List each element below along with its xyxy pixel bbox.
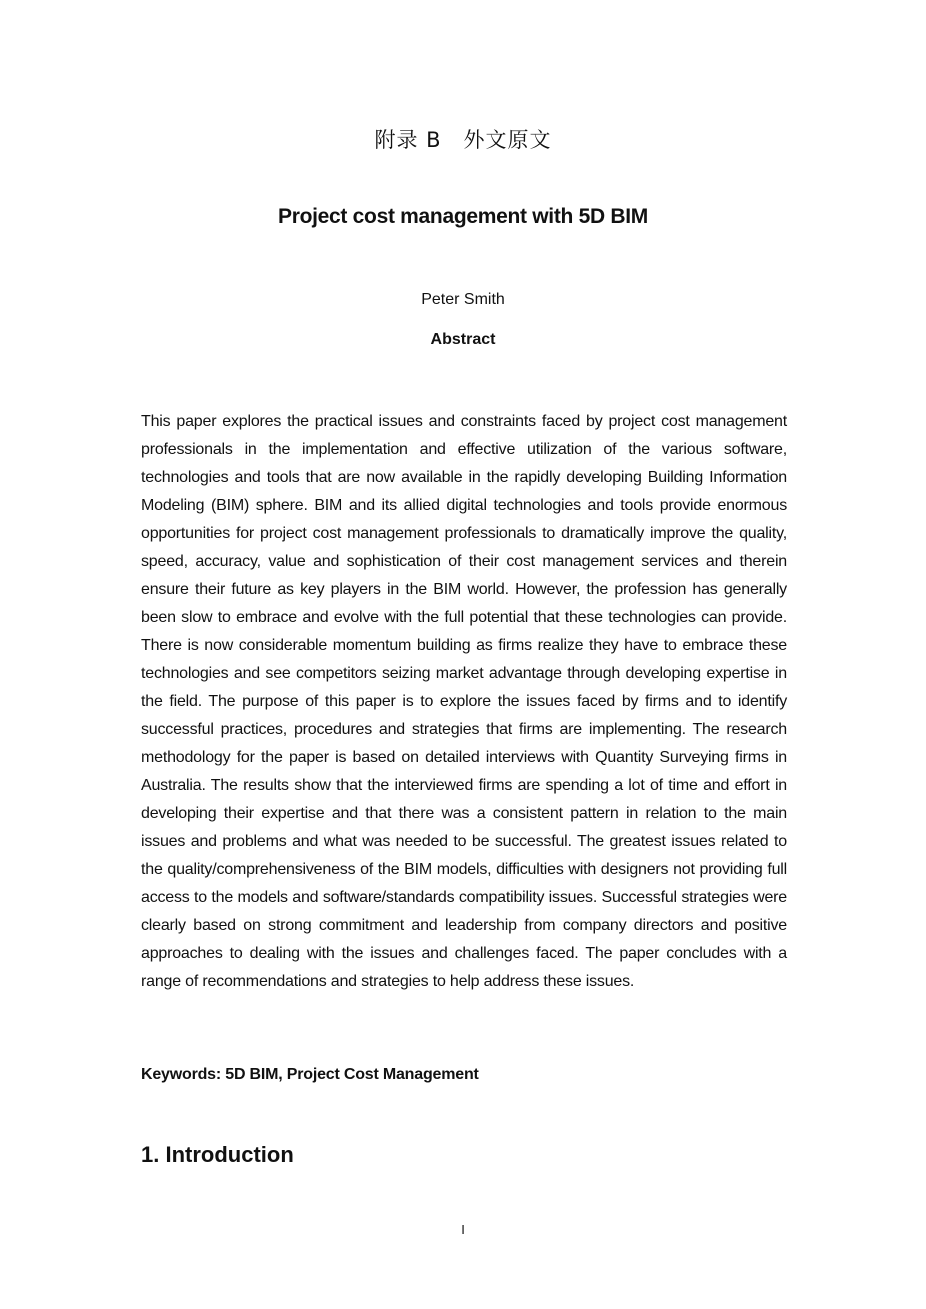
author-name: Peter Smith (421, 291, 505, 308)
appendix-heading: 附录 B 外文原文 (374, 128, 552, 152)
abstract-body: This paper explores the practical issues and constraints faced by project cost management professionals in the implementation and effective utilization of the various software, technologies and tools that are now available in the rapidly developing Building Information Modeling (BIM) sphere. BIM and its allied digital technologies and tools provide enormous opportunities for project cost management professionals to dramatically improve the quality, speed, accuracy, value and sophistication of their cost management services and therein ensure their future as key players in the BIM world. However, the profession has generally been slow to embrace and evolve with the full potential that these technologies can provide. There is now considerable momentum building as firms realize they have to embrace these technologies and see competitors seizing market advantage through developing expertise in the field. The purpose of this paper is to explore the issues faced by firms and to identify successful practices, procedures and strategies that firms are implementing. The research methodology for the paper is based on detailed interviews with Quantity Surveying firms in Australia. The results show that the interviewed firms are spending a lot of time and effort in developing their expertise and that there was a consistent pattern in relation to the main issues and problems and what was needed to be successful. The greatest issues related to the quality/comprehensiveness of the BIM models, difficulties with designers not providing full access to the models and software/standards compatibility issues. Successful strategies were clearly based on strong commitment and leadership from company directors and positive approaches to dealing with the issues and challenges faced. The paper concludes with a range of recommendations and strategies to help address these issues. (141, 413, 787, 990)
section-heading-introduction: 1. Introduction (141, 1142, 294, 1167)
keywords: Keywords: 5D BIM, Project Cost Management (141, 1066, 479, 1083)
paper-title: Project cost management with 5D BIM (278, 205, 648, 228)
page-number: I (461, 1222, 465, 1237)
abstract-heading: Abstract (430, 331, 496, 348)
